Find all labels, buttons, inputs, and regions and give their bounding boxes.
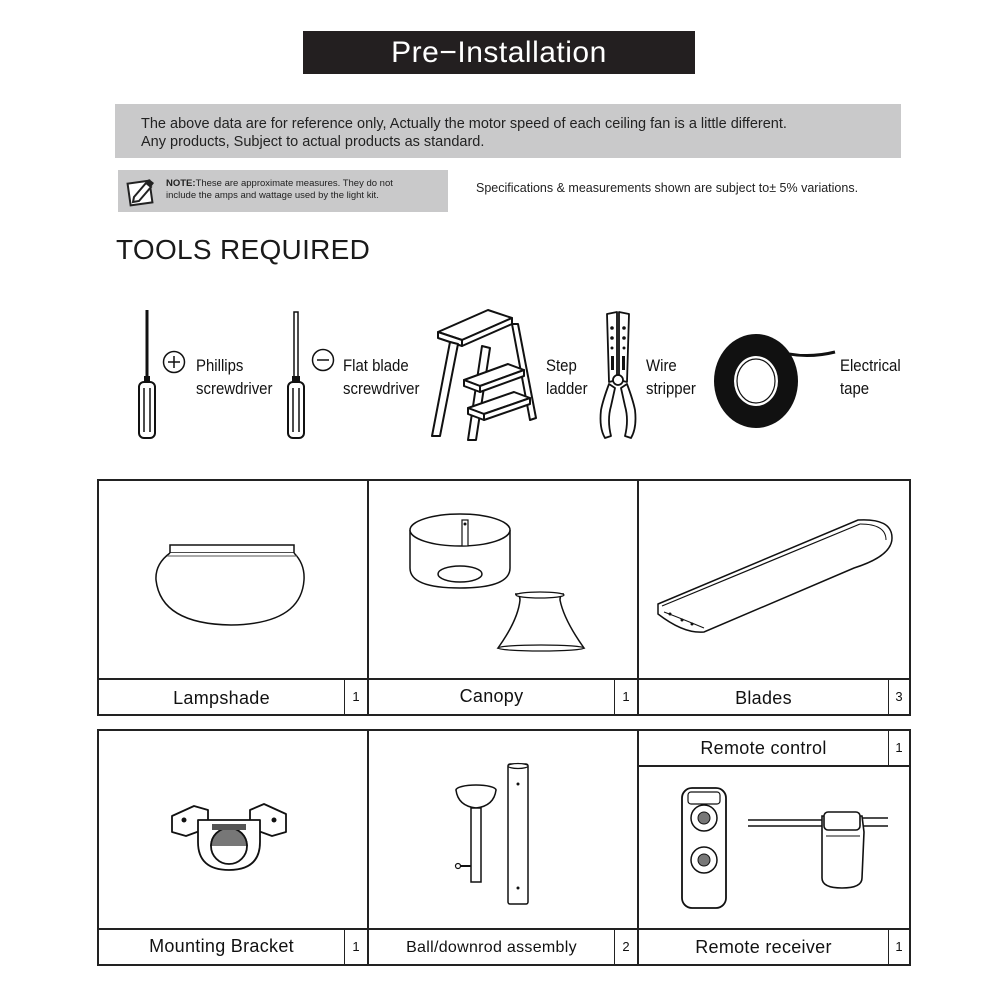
blade-icon xyxy=(654,516,894,636)
note-label: NOTE: xyxy=(166,178,196,189)
reference-notice xyxy=(115,104,901,158)
remote-control-icon xyxy=(680,786,728,910)
part-qty-downrod-assembly: 2 xyxy=(622,939,630,954)
tool-label-step-ladder: Step ladder xyxy=(546,356,588,398)
remote-receiver-icon xyxy=(748,808,890,890)
part-qty-mounting-bracket: 1 xyxy=(352,939,360,954)
tool-label-flat-blade: Flat blade screwdriver xyxy=(343,356,420,398)
canopy-icon xyxy=(408,510,588,652)
part-qty-remote-receiver: 1 xyxy=(895,939,903,954)
phillips-plus-icon xyxy=(162,350,186,374)
part-name-lampshade: Lampshade xyxy=(173,688,270,708)
flat-blade-screwdriver-icon xyxy=(284,312,308,440)
page-title: Pre−Installation xyxy=(303,31,695,74)
tool-label-wire-stripper: Wire stripper xyxy=(646,356,696,398)
electrical-tape-icon xyxy=(713,332,838,430)
wire-stripper-icon xyxy=(597,310,639,442)
specification-text: Specifications & measurements shown are subject to± 5% variations. xyxy=(476,181,859,195)
phillips-screwdriver-icon xyxy=(135,310,159,440)
tools-heading: TOOLS REQUIRED xyxy=(116,234,371,265)
part-name-remote-control: Remote control xyxy=(700,738,827,758)
reference-line-1: The above data are for reference only, Actually the motor speed of each ceiling fan is a little different. xyxy=(141,116,787,132)
part-name-remote-receiver: Remote receiver xyxy=(695,937,832,957)
note-pencil-icon xyxy=(126,175,158,207)
tool-label-phillips: Phillips screwdriver xyxy=(196,356,273,398)
note-box xyxy=(118,170,448,212)
part-qty-lampshade: 1 xyxy=(352,689,360,704)
note-line-1: These are approximate measures. They do not xyxy=(195,178,393,189)
part-name-downrod-assembly: Ball/downrod assembly xyxy=(406,939,577,956)
part-qty-remote-control: 1 xyxy=(895,740,903,755)
part-name-mounting-bracket: Mounting Bracket xyxy=(149,936,294,956)
part-name-blades: Blades xyxy=(735,688,792,708)
part-qty-blades: 3 xyxy=(895,689,903,704)
flat-minus-icon xyxy=(311,348,335,372)
reference-line-2: Any products, Subject to actual products as standard. xyxy=(141,134,485,150)
part-qty-canopy: 1 xyxy=(622,689,630,704)
downrod-assembly-icon xyxy=(452,762,532,908)
mounting-bracket-icon xyxy=(170,802,288,874)
lampshade-icon xyxy=(155,544,305,628)
part-name-canopy: Canopy xyxy=(459,686,524,706)
step-ladder-icon xyxy=(428,308,540,442)
note-line-2: include the amps and wattage used by the light kit. xyxy=(166,190,379,201)
tool-label-electrical-tape: Electrical tape xyxy=(840,356,901,398)
